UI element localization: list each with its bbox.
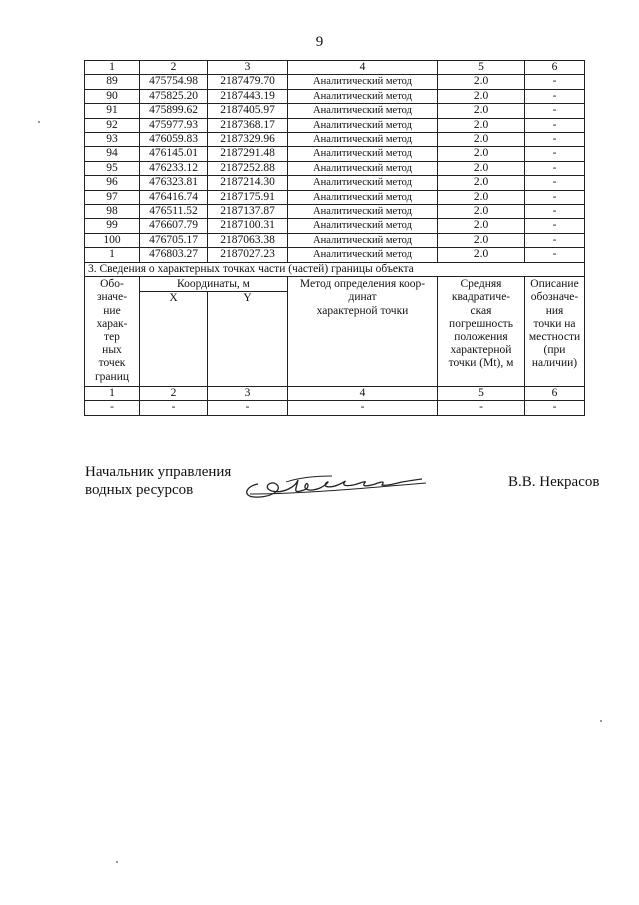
- header-cell: 1: [85, 386, 140, 400]
- header-cell: 1: [85, 61, 140, 75]
- description-cell: -: [525, 89, 585, 103]
- empty-cell: -: [288, 401, 438, 415]
- error-cell: 2.0: [438, 147, 525, 161]
- header-cell: 4: [288, 61, 438, 75]
- method-cell: Аналитический метод: [288, 219, 438, 233]
- x-header: X: [140, 292, 208, 386]
- x-coordinate-cell: 476803.27: [140, 248, 208, 262]
- point-number-cell: 89: [85, 75, 140, 89]
- header-cell: 2: [140, 386, 208, 400]
- x-coordinate-cell: 476416.74: [140, 190, 208, 204]
- x-coordinate-cell: 475754.98: [140, 75, 208, 89]
- header-cell: 6: [525, 61, 585, 75]
- y-coordinate-cell: 2187479.70: [208, 75, 288, 89]
- y-coordinate-cell: 2187137.87: [208, 205, 288, 219]
- point-number-cell: 96: [85, 176, 140, 190]
- point-number-cell: 91: [85, 104, 140, 118]
- point-number-cell: 98: [85, 205, 140, 219]
- description-cell: -: [525, 118, 585, 132]
- empty-cell: -: [438, 401, 525, 415]
- y-header: Y: [208, 292, 288, 386]
- error-cell: 2.0: [438, 219, 525, 233]
- error-cell: 2.0: [438, 233, 525, 247]
- column-number-row: [85, 61, 585, 75]
- description-cell: -: [525, 205, 585, 219]
- table-body: [85, 61, 585, 263]
- table-row: [85, 176, 585, 190]
- table-row: [85, 133, 585, 147]
- scan-speck: [38, 121, 40, 123]
- empty-cell: -: [140, 401, 208, 415]
- x-coordinate-cell: 475899.62: [140, 104, 208, 118]
- handwritten-signature: [236, 464, 436, 506]
- header-cell: 5: [438, 386, 525, 400]
- empty-cell: -: [85, 401, 140, 415]
- method-cell: Аналитический метод: [288, 133, 438, 147]
- scan-speck: [116, 861, 118, 863]
- point-number-cell: 92: [85, 118, 140, 132]
- table-row: [85, 89, 585, 103]
- section-title: 3. Сведения о характерных точках части (частей) границы объекта: [85, 262, 585, 276]
- table-row: [85, 161, 585, 175]
- x-coordinate-cell: 476059.83: [140, 133, 208, 147]
- method-cell: Аналитический метод: [288, 176, 438, 190]
- y-coordinate-cell: 2187027.23: [208, 248, 288, 262]
- section3-body: [85, 262, 585, 415]
- error-cell: 2.0: [438, 133, 525, 147]
- coordinates-header: Координаты, м: [140, 277, 288, 292]
- method-cell: Аналитический метод: [288, 75, 438, 89]
- x-coordinate-cell: 476145.01: [140, 147, 208, 161]
- y-coordinate-cell: 2187175.91: [208, 190, 288, 204]
- designation-header: Обо- значе- ние харак- тер ных точек границ: [85, 277, 140, 387]
- y-coordinate-cell: 2187214.30: [208, 176, 288, 190]
- method-cell: Аналитический метод: [288, 89, 438, 103]
- x-coordinate-cell: 475977.93: [140, 118, 208, 132]
- x-coordinate-cell: 476323.81: [140, 176, 208, 190]
- y-coordinate-cell: 2187063.38: [208, 233, 288, 247]
- point-number-cell: 90: [85, 89, 140, 103]
- scan-speck: [600, 720, 602, 722]
- point-number-cell: 94: [85, 147, 140, 161]
- error-cell: 2.0: [438, 89, 525, 103]
- table-row: [85, 147, 585, 161]
- table-row: [85, 233, 585, 247]
- section3-header-row: [85, 277, 585, 292]
- y-coordinate-cell: 2187252.88: [208, 161, 288, 175]
- method-header: Метод определения коор- динат характерной точки: [288, 277, 438, 387]
- y-coordinate-cell: 2187405.97: [208, 104, 288, 118]
- table-row: [85, 75, 585, 89]
- error-cell: 2.0: [438, 176, 525, 190]
- y-coordinate-cell: 2187291.48: [208, 147, 288, 161]
- x-coordinate-cell: 476705.17: [140, 233, 208, 247]
- method-cell: Аналитический метод: [288, 205, 438, 219]
- method-cell: Аналитический метод: [288, 118, 438, 132]
- empty-cell: -: [208, 401, 288, 415]
- header-cell: 4: [288, 386, 438, 400]
- position-line: водных ресурсов: [85, 482, 194, 498]
- header-cell: 2: [140, 61, 208, 75]
- table-row: [85, 248, 585, 262]
- x-coordinate-cell: 476233.12: [140, 161, 208, 175]
- section3-number-row: [85, 386, 585, 400]
- method-cell: Аналитический метод: [288, 190, 438, 204]
- point-number-cell: 97: [85, 190, 140, 204]
- error-cell: 2.0: [438, 104, 525, 118]
- error-header: Средняя квадратиче- ская погрешность положения характерной точки (Mt), м: [438, 277, 525, 387]
- description-cell: -: [525, 219, 585, 233]
- x-coordinate-cell: 476511.52: [140, 205, 208, 219]
- point-number-cell: 99: [85, 219, 140, 233]
- description-cell: -: [525, 248, 585, 262]
- y-coordinate-cell: 2187368.17: [208, 118, 288, 132]
- error-cell: 2.0: [438, 190, 525, 204]
- coordinates-table: [84, 60, 585, 416]
- header-cell: 5: [438, 61, 525, 75]
- method-cell: Аналитический метод: [288, 104, 438, 118]
- description-cell: -: [525, 133, 585, 147]
- error-cell: 2.0: [438, 205, 525, 219]
- point-number-cell: 100: [85, 233, 140, 247]
- point-number-cell: 93: [85, 133, 140, 147]
- method-cell: Аналитический метод: [288, 233, 438, 247]
- method-cell: Аналитический метод: [288, 147, 438, 161]
- error-cell: 2.0: [438, 75, 525, 89]
- x-coordinate-cell: 476607.79: [140, 219, 208, 233]
- description-cell: -: [525, 176, 585, 190]
- table-row: [85, 190, 585, 204]
- description-cell: -: [525, 147, 585, 161]
- signatory-position: [85, 463, 231, 499]
- header-cell: 3: [208, 386, 288, 400]
- description-header: Описание обозначе- ния точки на местности (при наличии): [525, 277, 585, 387]
- header-cell: 3: [208, 61, 288, 75]
- section-title-row: [85, 262, 585, 276]
- description-cell: -: [525, 75, 585, 89]
- header-cell: 6: [525, 386, 585, 400]
- error-cell: 2.0: [438, 248, 525, 262]
- position-line: Начальник управления: [85, 464, 232, 480]
- y-coordinate-cell: 2187100.31: [208, 219, 288, 233]
- error-cell: 2.0: [438, 161, 525, 175]
- page-number: 9: [315, 34, 324, 50]
- point-number-cell: 1: [85, 248, 140, 262]
- description-cell: -: [525, 104, 585, 118]
- signer-name: В.В. Некрасов: [508, 474, 600, 490]
- description-cell: -: [525, 190, 585, 204]
- error-cell: 2.0: [438, 118, 525, 132]
- table-row: [85, 104, 585, 118]
- method-cell: Аналитический метод: [288, 161, 438, 175]
- y-coordinate-cell: 2187443.19: [208, 89, 288, 103]
- description-cell: -: [525, 233, 585, 247]
- table-row: [85, 219, 585, 233]
- method-cell: Аналитический метод: [288, 248, 438, 262]
- table-row: [85, 205, 585, 219]
- empty-cell: -: [525, 401, 585, 415]
- description-cell: -: [525, 161, 585, 175]
- y-coordinate-cell: 2187329.96: [208, 133, 288, 147]
- point-number-cell: 95: [85, 161, 140, 175]
- x-coordinate-cell: 475825.20: [140, 89, 208, 103]
- section3-empty-row: [85, 401, 585, 415]
- table-row: [85, 118, 585, 132]
